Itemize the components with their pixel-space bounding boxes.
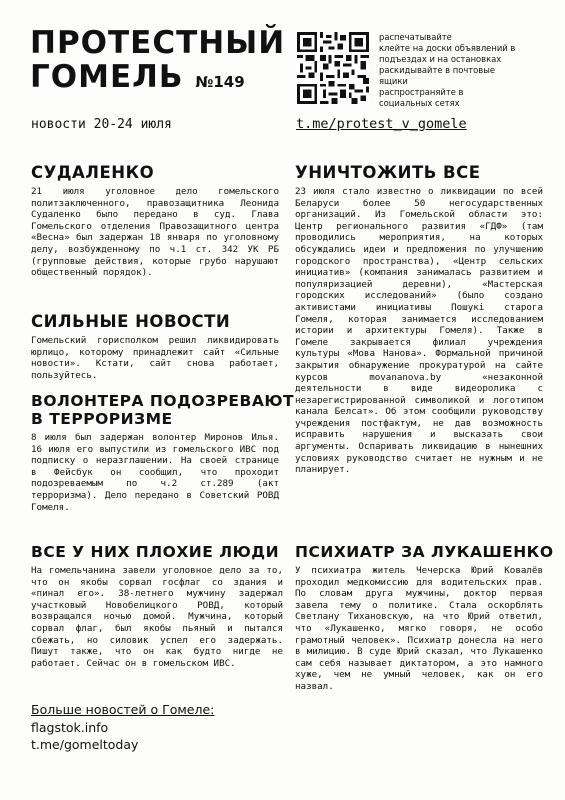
- article-heading: УНИЧТОЖИТЬ ВСЕ: [295, 163, 481, 182]
- more-news-link[interactable]: flagstok.info: [31, 720, 109, 735]
- article-heading: ПСИХИАТР ЗА ЛУКАШЕНКО: [295, 543, 554, 561]
- article-heading-line-1: ВОЛОНТЕРА ПОДОЗРЕВАЮТ: [31, 392, 295, 410]
- article-body: У психиатра житель Чечерска Юрий Ковалёв проходил медкомиссию для водительских прав. По словам друга мужчины, доктор первая завела тему о политике. Стала оскорблять Светлану Тихановскую, на что Юрий ответил, что «Лукашенко, мягко говоря, не особо грамотный человек». Психиатр донесла на него в милицию. В суде Юрий сказал, что Лукашенко сам себя называет диктатором, а это намного хуже, чем не умный человек, как он его назвал.: [295, 565, 543, 692]
- title-line-2: ГОМЕЛЬ №149: [30, 59, 245, 95]
- article-body: На гомельчанина завели уголовное дело за то, что он якобы сорвал госфлаг со здания и «пинал его». 38-летнего мужчину задержал участковый Новобелицкого РОВД, который возвращался ночью домой. Мужчина, который сорвал флаг, был якобы пьяный и пытался сбежать, но силовик успел его задержать. Пишут также, что он как будто нигде не работает. Сейчас он в гомельском ИВС.: [31, 565, 283, 669]
- instruction-line: ящики: [379, 76, 408, 86]
- telegram-link[interactable]: t.me/protest_v_gomele: [296, 116, 467, 132]
- issue-number: №149: [195, 73, 245, 91]
- article-body: Гомельский горисполком решил ликвидировать юрлицо, которому принадлежит сайт «Сильные новости». Кстати, сайт снова работает, пользуйтесь.: [31, 335, 279, 381]
- article-heading: ВСЕ У НИХ ПЛОХИЕ ЛЮДИ: [31, 543, 280, 561]
- article-heading: СУДАЛЕНКО: [31, 163, 155, 182]
- more-news-link[interactable]: t.me/gomeltoday: [31, 737, 139, 752]
- qr-code-icon[interactable]: [297, 32, 369, 104]
- article-sudalenko: [31, 164, 279, 279]
- instruction-line: раскидывайте в почтовые: [379, 65, 496, 75]
- instruction-line: подъездах и на остановках: [379, 54, 502, 64]
- article-body: 23 июля стало известно о ликвидации по всей Беларуси более 50 негосударственных организаций. Из Гомельской области это: Центр регионального развития «ГДФ» (там проводились мероприятия, на которых обсуждались идеи и предложения по улучшению городского пространства), «Центр сельских инициатив» (компания занималась развитием и популяризацией деревни), «Мастерская городских исследований» (было создано активистами инициативы Пошукі старога Гомеля, которая занимается исследованием истории и архитектуры Гомеля). Также в Гомеле закрывается филиал учреждения культуры «Мова Нанова». Формальной причиной закрытия обнаружение прокуратурой на сайте курсов movananova.by «незаконной деятельности в виде видеоролика с незарегистрированной символикой и логотипом канала Белсат». Об этом сообщили руководству учреждения постфактум, не дав возможность исправить нарушения и высказать свои аргументы. Оспаривать ликвидацию в нынешних условиях руководство считает не нужным и не планирует.: [295, 186, 543, 476]
- article-strong-news: [31, 313, 279, 381]
- more-news-title: Больше новостей о Гомеле:: [31, 702, 215, 717]
- newspaper-title: [30, 26, 285, 99]
- instruction-line: клейте на доски объявлений в: [379, 43, 516, 53]
- article-bad-people: [31, 543, 283, 669]
- article-psychiatrist: [295, 543, 554, 693]
- more-news: [31, 702, 281, 753]
- distribution-instructions: [379, 32, 549, 109]
- instruction-line: распечатывайте: [379, 32, 452, 42]
- title-line-1: ПРОТЕСТНЫЙ: [30, 25, 286, 61]
- article-body: 8 июля был задержан волонтер Миронов Илья. 16 июля его выпустили из гомельского ИВС под подписку о неразглашении. На своей странице в Фейсбук он сообщил, что проходит подозреваемым по ч.2 ст.289 (акт терроризма). Дело передано в Советский РОВД Гомеля.: [31, 432, 279, 513]
- instruction-line: социальных сетях: [379, 98, 460, 108]
- instruction-line: распространяйте в: [379, 87, 464, 97]
- article-destroy-all: [295, 164, 543, 476]
- article-heading-line-2: В ТЕРРОРИЗМЕ: [31, 410, 173, 428]
- article-body: 21 июля уголовное дело гомельского политзаключенного, правозащитника Леонида Судаленко было передано в суд. Глава Гомельского отделения Правозащитного центра «Весна» был задержан 18 января по уголовному делу, возбужденному по ч.1 ст. 342 УК РБ (групповые действия, которые грубо нарушают общественный порядок).: [31, 186, 279, 279]
- article-volunteer: [31, 392, 295, 513]
- issue-subtitle: новости 20-24 июля: [31, 117, 172, 132]
- article-heading: СИЛЬНЫЕ НОВОСТИ: [31, 312, 231, 331]
